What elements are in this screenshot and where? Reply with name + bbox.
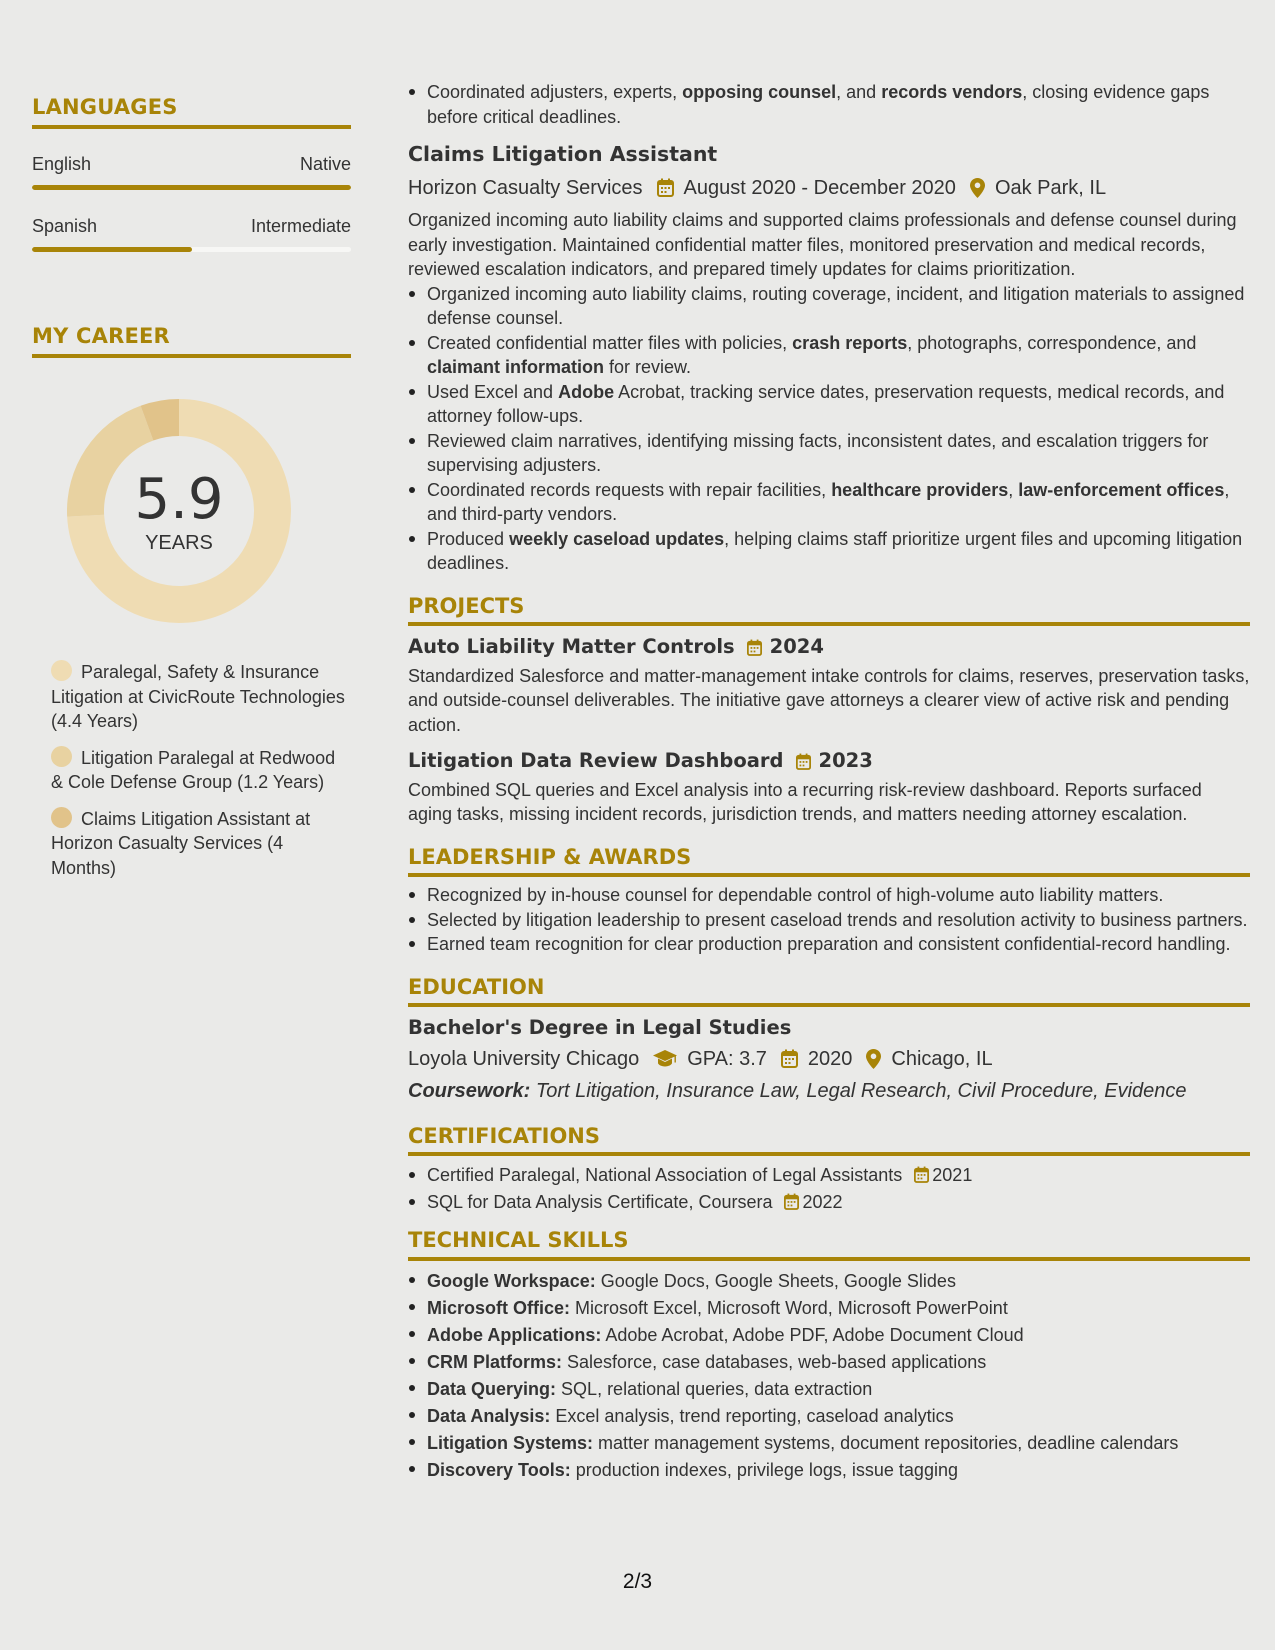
project-description: Combined SQL queries and Excel analysis into a recurring risk-review dashboard. Reports surfaced aging tasks, missing incident records, jurisdiction trends, and matters needing attorney escalation.: [408, 779, 1202, 824]
skill-category: Data Querying:: [427, 1378, 557, 1399]
skill-category: Adobe Applications:: [427, 1324, 602, 1345]
legend-dot: [51, 807, 72, 828]
page-number: 2/3: [622, 1570, 653, 1593]
donut-center: [66, 398, 292, 624]
career-total: 5.9: [134, 467, 224, 532]
projects-list: [408, 635, 1250, 827]
career-legend-label: Litigation Paralegal at Redwood & Cole Defense Group (1.2 Years): [51, 747, 336, 792]
skill-item: [408, 1376, 1250, 1403]
certifications-list: [408, 1163, 1250, 1214]
languages-heading: LANGUAGES: [32, 95, 351, 129]
skill-item: [408, 1349, 1250, 1376]
right-column: [408, 80, 1250, 1484]
skill-category: Litigation Systems:: [427, 1432, 594, 1453]
education-heading: EDUCATION: [408, 975, 1250, 1008]
language-name: English: [32, 154, 92, 174]
job-bullets: [408, 282, 1250, 576]
coursework-label: Coursework:: [408, 1080, 531, 1102]
skills-heading: TECHNICAL SKILLS: [408, 1228, 1250, 1261]
certification-year: 2021: [932, 1165, 973, 1185]
career-legend: [32, 660, 351, 880]
calendar-icon: [796, 753, 811, 770]
skill-values: SQL, relational queries, data extraction: [561, 1378, 873, 1399]
project-name: Litigation Data Review Dashboard: [408, 749, 784, 772]
list-item: Used Excel and Adobe Acrobat, tracking service dates, preservation requests, medical records, and attorney follow-ups.: [408, 380, 1250, 429]
skill-values: matter management systems, document repositories, deadline calendars: [598, 1432, 1179, 1453]
list-item: Reviewed claim narratives, identifying missing facts, inconsistent dates, and escalation triggers for supervising adjusters.: [408, 429, 1250, 478]
legend-dot: [51, 746, 72, 767]
list-item: Selected by litigation leadership to present caseload trends and resolution activity to business partners.: [408, 908, 1250, 933]
certification-year: 2022: [802, 1191, 843, 1212]
career-legend-item: [51, 807, 351, 881]
language-row: [32, 216, 351, 237]
leadership-heading: LEADERSHIP & AWARDS: [408, 845, 1250, 878]
language-level-fill: [32, 185, 351, 190]
education-year: 2020: [807, 1047, 853, 1070]
skill-category: Microsoft Office:: [427, 1297, 571, 1318]
language-level-fill: [32, 247, 192, 252]
job-company: Horizon Casualty Services: [408, 176, 643, 199]
calendar-icon: [657, 178, 674, 197]
list-item: Created confidential matter files with policies, crash reports, photographs, correspondence, and claimant information for review.: [408, 331, 1250, 380]
coursework-list: Tort Litigation, Insurance Law, Legal Research, Civil Procedure, Evidence: [535, 1080, 1187, 1102]
list-item: Produced weekly caseload updates, helping claims staff prioritize urgent files and upcoming litigation deadlines.: [408, 527, 1250, 576]
job-dates: August 2020 - December 2020: [683, 176, 956, 199]
project-title: [408, 635, 1250, 660]
language-level-bar: [32, 185, 351, 190]
education-location: Chicago, IL: [891, 1047, 993, 1070]
career-legend-label: Paralegal, Safety & Insurance Litigation at CivicRoute Technologies (4.4 Years): [51, 662, 345, 731]
language-name: Spanish: [32, 216, 98, 236]
list-item: Coordinated records requests with repair facilities, healthcare providers, law-enforcement offices, and third-party vendors.: [408, 478, 1250, 527]
certification-item: [408, 1190, 1250, 1215]
certification-name: Certified Paralegal, National Association of Legal Assistants: [427, 1165, 903, 1185]
list-item: Organized incoming auto liability claims, routing coverage, incident, and litigation materials to assigned defense counsel.: [408, 282, 1250, 331]
left-column: [32, 95, 351, 892]
education-meta: [408, 1047, 1250, 1072]
language-row: [32, 154, 351, 175]
career-heading: MY CAREER: [32, 324, 351, 358]
leadership-list: [408, 883, 1250, 957]
skill-values: production indexes, privilege logs, issue tagging: [575, 1459, 958, 1480]
language-level-bar: [32, 247, 351, 252]
skill-item: [408, 1268, 1250, 1295]
skills-list: [408, 1268, 1250, 1484]
project-year: 2023: [818, 749, 873, 772]
education-degree: Bachelor's Degree in Legal Studies: [408, 1016, 792, 1039]
skill-values: Google Docs, Google Sheets, Google Slides: [600, 1270, 956, 1291]
education-school: Loyola University Chicago: [408, 1047, 640, 1070]
skill-category: Google Workspace:: [427, 1270, 596, 1291]
certification-item: [408, 1163, 1250, 1188]
previous-job-bullets: [408, 80, 1250, 129]
career-legend-item: [51, 660, 351, 734]
skill-values: Excel analysis, trend reporting, caseload analytics: [555, 1405, 954, 1426]
list-item: Earned team recognition for clear production preparation and consistent confidential-record handling.: [408, 932, 1250, 957]
career-unit: YEARS: [145, 532, 213, 554]
job-meta: [408, 176, 1250, 201]
graduation-cap-icon: [653, 1050, 677, 1067]
skill-category: Data Analysis:: [427, 1405, 551, 1426]
job-title: Claims Litigation Assistant: [408, 142, 718, 166]
skill-values: Salesforce, case databases, web-based applications: [567, 1351, 987, 1372]
skill-values: Adobe Acrobat, Adobe PDF, Adobe Document Cloud: [605, 1324, 1024, 1345]
language-level: Intermediate: [250, 216, 351, 236]
calendar-icon: [784, 1193, 799, 1210]
location-pin-icon: [866, 1049, 881, 1069]
list-item: Recognized by in-house counsel for dependable control of high-volume auto liability matters.: [408, 883, 1250, 908]
career-legend-item: [51, 746, 351, 795]
legend-dot: [51, 660, 72, 681]
language-level: Native: [299, 154, 351, 174]
career-legend-label: Claims Litigation Assistant at Horizon Casualty Services (4 Months): [51, 808, 311, 878]
skill-item: [408, 1295, 1250, 1322]
calendar-icon: [781, 1049, 798, 1068]
project-name: Auto Liability Matter Controls: [408, 635, 735, 658]
languages-list: [32, 154, 351, 252]
skill-item: [408, 1457, 1250, 1484]
list-item: Coordinated adjusters, experts, opposing counsel, and records vendors, closing evidence gaps before critical deadlines.: [408, 80, 1250, 129]
education-gpa: GPA: 3.7: [687, 1047, 767, 1070]
project-title: [408, 749, 1250, 774]
education-coursework: [408, 1079, 1250, 1104]
calendar-icon: [914, 1166, 929, 1183]
skill-values: Microsoft Excel, Microsoft Word, Microsoft PowerPoint: [575, 1297, 1008, 1318]
certification-name: SQL for Data Analysis Certificate, Coursera: [427, 1191, 773, 1212]
skill-item: [408, 1322, 1250, 1349]
job-summary: Organized incoming auto liability claims and supported claims professionals and defense counsel during early investigation. Maintained confidential matter files, monitored preservation and medical records, reviewed escalation indicators, and prepared timely updates for claims prioritization.: [408, 210, 1237, 279]
skill-item: [408, 1403, 1250, 1430]
calendar-icon: [747, 639, 762, 656]
projects-heading: PROJECTS: [408, 594, 1250, 627]
project-description: Standardized Salesforce and matter-management intake controls for claims, reserves, preservation tasks, and outside-counsel deliverables. The initiative gave attorneys a clearer view of active risk and pending action.: [408, 665, 1250, 735]
skill-category: Discovery Tools:: [427, 1459, 571, 1480]
career-donut: [66, 398, 292, 624]
project-year: 2024: [769, 635, 824, 658]
skill-item: [408, 1430, 1250, 1457]
location-pin-icon: [970, 178, 985, 198]
skill-category: CRM Platforms:: [427, 1351, 563, 1372]
job-location: Oak Park, IL: [994, 176, 1107, 199]
certifications-heading: CERTIFICATIONS: [408, 1124, 1250, 1157]
